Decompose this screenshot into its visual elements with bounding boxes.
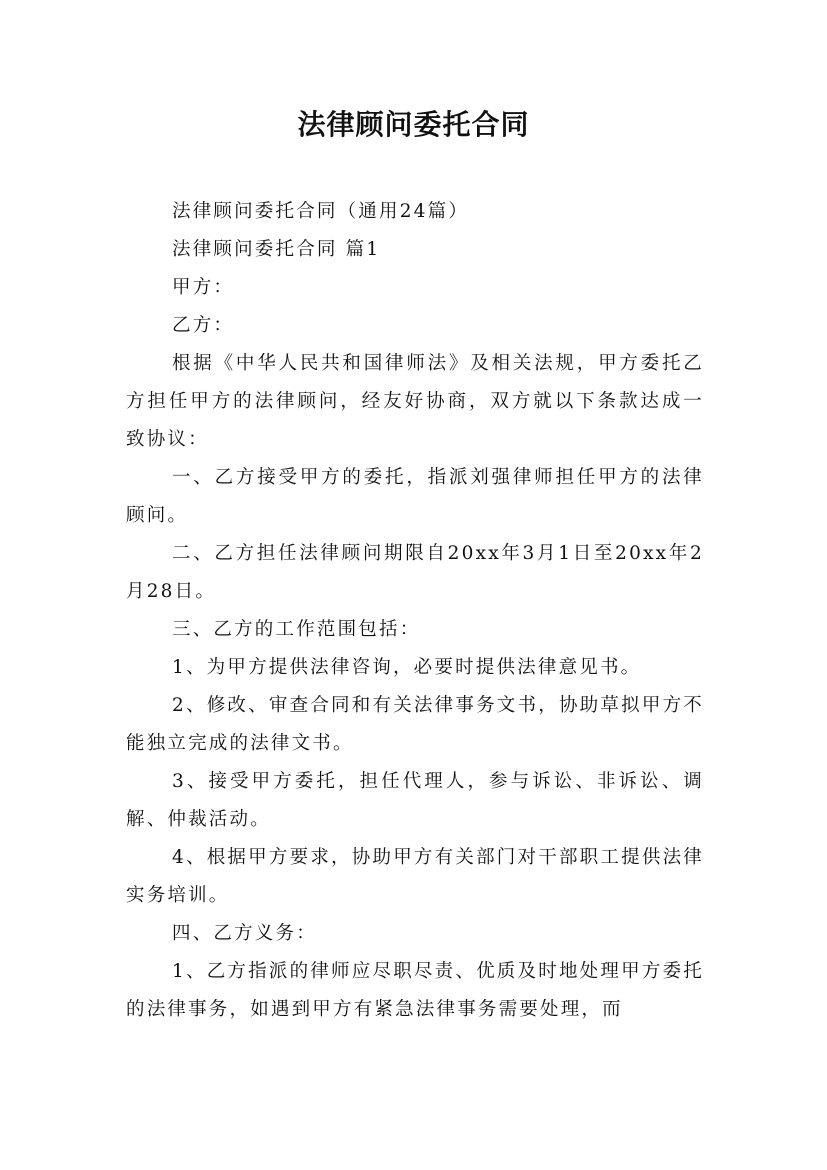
paragraph-clause-3-item-2: 2、修改、审查合同和有关法律事务文书，协助草拟甲方不能独立完成的法律文书。 — [126, 695, 704, 754]
paragraph-party-b: 乙方： — [172, 315, 235, 336]
paragraph-preamble: 根据《中华人民共和国律师法》及相关法规，甲方委托乙方担任甲方的法律顾问，经友好协商，双方就以下条款达成一致协议： — [126, 353, 704, 450]
paragraph-clause-4-item-1: 1、乙方指派的律师应尽职尽责、优质及时地处理甲方委托的法律事务，如遇到甲方有紧急法律事务需要处理，而 — [126, 961, 704, 1020]
paragraph-party-a: 甲方： — [172, 277, 235, 298]
paragraph-subtitle: 法律顾问委托合同（通用24篇） — [172, 201, 470, 222]
paragraph-clause-3-item-3: 3、接受甲方委托，担任代理人，参与诉讼、非诉讼、调解、仲裁活动。 — [126, 771, 704, 830]
document-title: 法律顾问委托合同 — [297, 108, 530, 141]
paragraph-clause-3-item-4: 4、根据甲方要求，协助甲方有关部门对干部职工提供法律实务培训。 — [126, 847, 704, 906]
paragraph-clause-1: 一、乙方接受甲方的委托，指派刘强律师担任甲方的法律顾问。 — [126, 467, 704, 526]
paragraph-clause-2: 二、乙方担任法律顾问期限自20xx年3月1日至20xx年2月28日。 — [126, 543, 704, 602]
paragraph-clause-3: 三、乙方的工作范围包括： — [172, 619, 421, 640]
document-body — [126, 193, 704, 1029]
paragraph-clause-4: 四、乙方义务： — [172, 923, 317, 944]
paragraph-section-heading: 法律顾问委托合同 篇1 — [172, 239, 381, 260]
paragraph-clause-3-item-1: 1、为甲方提供法律咨询，必要时提供法律意见书。 — [172, 657, 642, 678]
